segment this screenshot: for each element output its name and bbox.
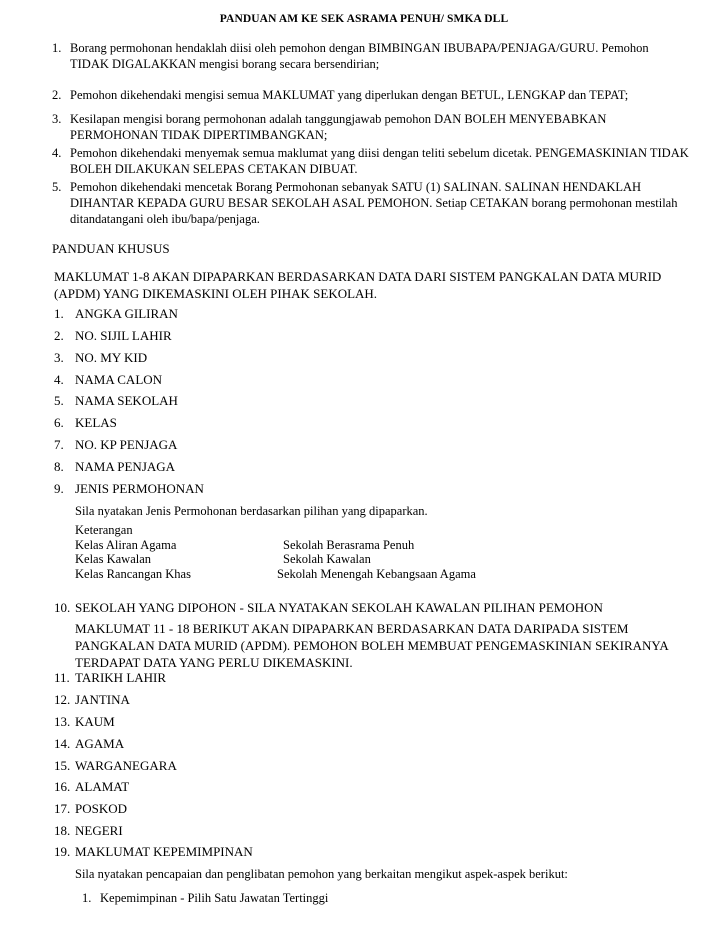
general-item-text: Borang permohonan hendaklah diisi oleh pemohon dengan BIMBINGAN IBUBAPA/PENJAGA/GURU. Pemohon TIDAK DIGALAKKAN mengisi borang secara bersendirian; [70, 41, 649, 71]
list-item-text: AGAMA [75, 736, 125, 751]
list-item-number: 1. [54, 306, 64, 321]
general-item-text: Kesilapan mengisi borang permohonan adalah tanggungjawab pemohon DAN BOLEH MENYEBABKAN PERMOHONAN TIDAK DIPERTIMBANGKAN; [70, 112, 607, 142]
general-item-2 [52, 87, 690, 103]
jenis-note: Sila nyatakan Jenis Permohonan berdasarkan pilihan yang dipaparkan. [75, 504, 428, 518]
list-item-number: 8. [54, 459, 64, 474]
general-item-number: 5. [52, 180, 62, 194]
keterangan-left-2: Kelas Kawalan [75, 552, 152, 566]
list-item-number: 4. [54, 372, 64, 387]
list-item-text: NAMA PENJAGA [75, 459, 176, 474]
general-item-number: 1. [52, 41, 62, 55]
keterangan-heading: Keterangan [75, 523, 133, 537]
list-item-text: KELAS [75, 415, 117, 430]
item19-sub-text: Kepemimpinan - Pilih Satu Jawatan Tertinggi [100, 891, 329, 905]
list-item-text: JENIS PERMOHONAN [75, 481, 204, 496]
list-item-text: NEGERI [75, 823, 123, 838]
list-item-text: NO. SIJIL LAHIR [75, 328, 172, 343]
list-item-text: JANTINA [75, 692, 130, 707]
general-item-number: 3. [52, 112, 62, 126]
list-item-text: NO. MY KID [75, 350, 148, 365]
list-item-number: 2. [54, 328, 64, 343]
list-item-number: 12. [54, 692, 71, 707]
list-item-text: NAMA CALON [75, 372, 163, 387]
general-item-text: Pemohon dikehendaki mencetak Borang Permohonan sebanyak SATU (1) SALINAN. SALINAN HENDAKLAH DIHANTAR KEPADA GURU BESAR SEKOLAH ASAL PEMOHON. Setiap CETAKAN borang permohonan mestilah ditandatangani oleh ibu/bapa/penjaga. [70, 180, 678, 226]
keterangan-right-1: Sekolah Berasrama Penuh [283, 538, 415, 552]
list-item-text: SEKOLAH YANG DIPOHON - SILA NYATAKAN SEKOLAH KAWALAN PILIHAN PEMOHON [75, 600, 603, 615]
list-item-number: 6. [54, 415, 64, 430]
list-item-text: MAKLUMAT KEPEMIMPINAN [75, 844, 253, 859]
list-item-number: 10. [54, 600, 71, 615]
general-item-number: 2. [52, 88, 62, 102]
item19-note: Sila nyatakan pencapaian dan penglibatan pemohon yang berkaitan mengikut aspek-aspek berikut: [75, 867, 568, 881]
list-item-text: NO. KP PENJAGA [75, 437, 178, 452]
general-item-text: Pemohon dikehendaki mengisi semua MAKLUMAT yang diperlukan dengan BETUL, LENGKAP dan TEPAT; [70, 88, 629, 102]
list-item-number: 15. [54, 758, 71, 773]
list-item-number: 17. [54, 801, 71, 816]
general-item-1 [52, 40, 690, 72]
general-item-number: 4. [52, 146, 62, 160]
list-item-number: 18. [54, 823, 71, 838]
list-item-text: WARGANEGARA [75, 758, 177, 773]
keterangan-left-3: Kelas Rancangan Khas [75, 567, 191, 581]
list-item-number: 13. [54, 714, 71, 729]
special-heading: PANDUAN KHUSUS [52, 241, 170, 256]
list-item-text: ANGKA GILIRAN [75, 306, 178, 321]
list-item-number: 3. [54, 350, 64, 365]
page-title: PANDUAN AM KE SEK ASRAMA PENUH/ SMKA DLL [219, 13, 509, 25]
general-item-text: Pemohon dikehendaki menyemak semua maklumat yang diisi dengan teliti sebelum dicetak. PENGEMASKINIAN TIDAK BOLEH DILAKUKAN SELEPAS CETAKAN DIBUAT. [70, 146, 689, 176]
list-item-number: 16. [54, 779, 71, 794]
list-item-text: KAUM [75, 714, 115, 729]
list-item-number: 7. [54, 437, 64, 452]
list-item-number: 19. [54, 844, 71, 859]
general-item-3 [52, 111, 690, 143]
list-item-text: NAMA SEKOLAH [75, 393, 178, 408]
item10-note: MAKLUMAT 11 - 18 BERIKUT AKAN DIPAPARKAN BERDASARKAN DATA DARIPADA SISTEM PANGKALAN DATA MURID (APDM). PEMOHON BOLEH MEMBUAT PENGEMASKINIAN SEKIRANYA TERDAPAT DATA YANG PERLU DIKEMASKINI. [75, 621, 669, 670]
list-item-text: POSKOD [75, 801, 128, 816]
keterangan-right-3: Sekolah Menengah Kebangsaan Agama [277, 567, 476, 581]
general-item-5 [52, 179, 690, 227]
special-intro: MAKLUMAT 1-8 AKAN DIPAPARKAN BERDASARKAN DATA DARI SISTEM PANGKALAN DATA MURID (APDM) YANG DIKEMASKINI OLEH PIHAK SEKOLAH. [54, 269, 662, 301]
general-item-4 [52, 145, 690, 177]
keterangan-right-2: Sekolah Kawalan [283, 552, 371, 566]
keterangan-left-1: Kelas Aliran Agama [75, 538, 177, 552]
list-item-number: 11. [54, 670, 70, 685]
list-item-number: 9. [54, 481, 64, 496]
list-item-text: TARIKH LAHIR [75, 670, 167, 685]
list-item-text: ALAMAT [75, 779, 130, 794]
list-item-number: 5. [54, 393, 64, 408]
list-item-number: 14. [54, 736, 71, 751]
item19-sub-number: 1. [82, 891, 92, 905]
